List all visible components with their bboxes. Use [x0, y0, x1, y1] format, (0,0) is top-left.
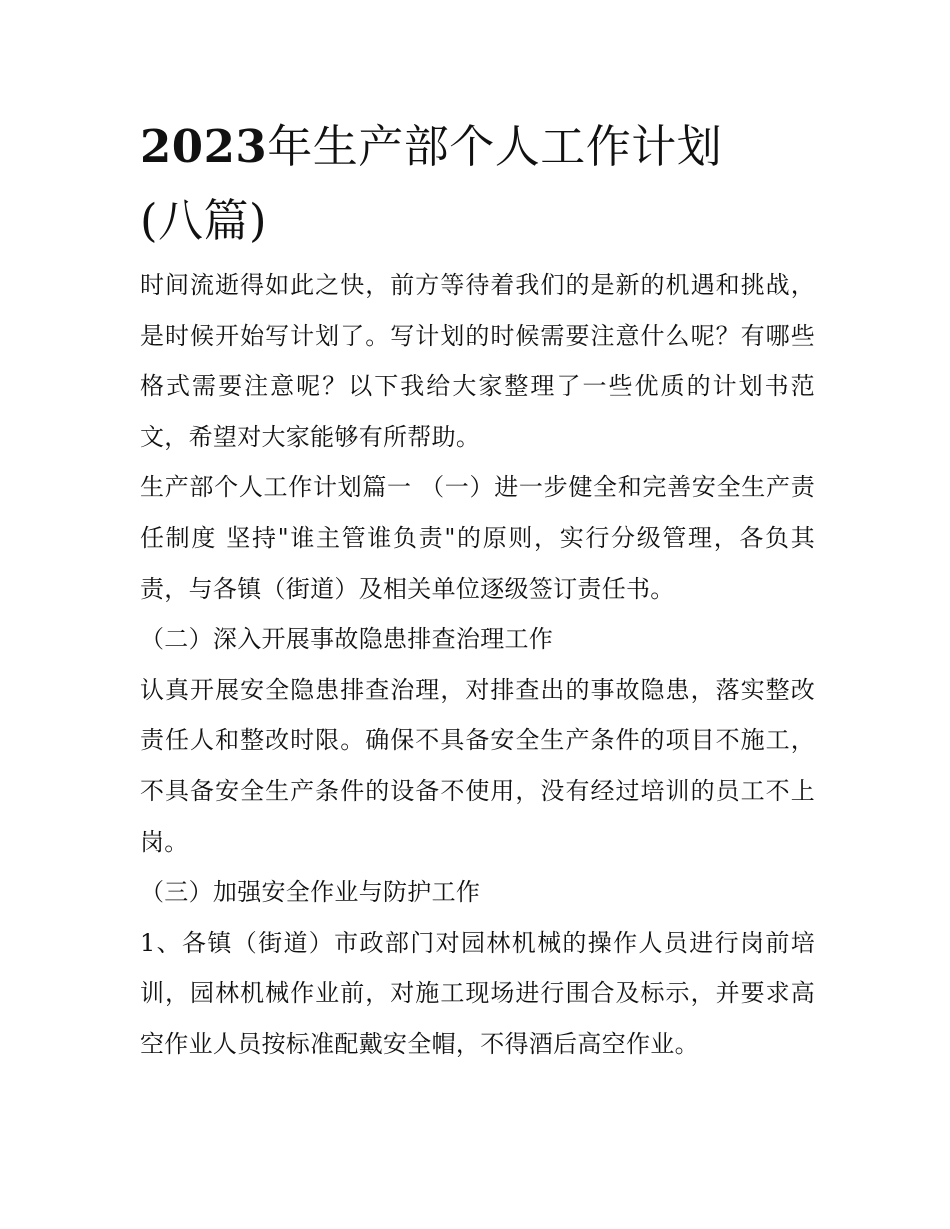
document-title	[140, 110, 815, 258]
section-three-item-1: 1、各镇（街道）市政部门对园林机械的操作人员进行岗前培训，园林机械作业前，对施工现场进行围合及标示，并要求高空作业人员按标准配戴安全帽，不得酒后高空作业。	[140, 928, 815, 1058]
section-two-paragraph: 认真开展安全隐患排查治理，对排查出的事故隐患，落实整改责任人和整改时限。确保不具备安全生产条件的项目不施工，不具备安全生产条件的设备不使用，没有经过培训的员工不上岗。	[140, 675, 815, 856]
section-three-heading: （三）加强安全作业与防护工作	[140, 878, 481, 907]
title-year: 2023	[140, 120, 268, 173]
title-line2-text: (八篇)	[140, 194, 268, 247]
document-page	[140, 110, 815, 1070]
section-one-paragraph: 生产部个人工作计划篇一 （一）进一步健全和完善安全生产责任制度 坚持"谁主管谁负责"的原则，实行分级管理，各负其责，与各镇（街道）及相关单位逐级签订责任书。	[140, 473, 815, 603]
section-two-heading: （二）深入开展事故隐患排查治理工作	[140, 625, 554, 654]
title-line1-text: 年生产部个人工作计划	[267, 120, 723, 173]
intro-paragraph: 时间流逝得如此之快，前方等待着我们的是新的机遇和挑战，是时候开始写计划了。写计划的时候需要注意什么呢？有哪些格式需要注意呢？以下我给大家整理了一些优质的计划书范文，希望对大家能够有所帮助。	[140, 271, 815, 451]
